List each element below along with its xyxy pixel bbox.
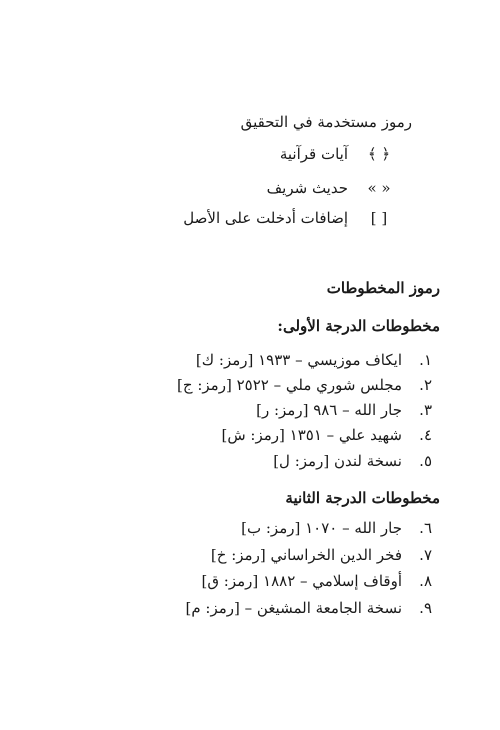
list-item-number: ٢.: [419, 376, 432, 394]
list-item: [177, 375, 432, 395]
list-item-text: شهيد علي – ١٣٥١ [رمز: ش]: [221, 426, 402, 444]
symbols-title: رموز مستخدمة في التحقيق: [240, 113, 412, 131]
list-item: [186, 598, 433, 618]
list-item-text: جار الله – ١٠٧٠ [رمز: ب]: [241, 519, 402, 537]
list-item-text: جار الله – ٩٨٦ [رمز: ر]: [256, 401, 402, 419]
list-item-number: ٣.: [419, 401, 432, 419]
list-item-text: مجلس شوري ملي – ٢٥٢٢ [رمز: ج]: [177, 376, 402, 394]
list-item: [211, 545, 432, 565]
list-item-text: نسخة لندن [رمز: ل]: [273, 452, 402, 470]
list-item: [241, 518, 432, 538]
list-item-number: ٥.: [419, 452, 432, 470]
list-item-text: نسخة الجامعة المشيغن – [رمز: م]: [185, 599, 402, 617]
first-degree-heading: مخطوطات الدرجة الأولى:: [277, 317, 440, 335]
list-item-number: ١.: [419, 351, 432, 369]
square-brackets-symbol: [ ]: [370, 209, 388, 227]
symbol-label-additions: إضافات أدخلت على الأصل: [183, 209, 348, 227]
quran-brackets-symbol: ﴿ ﴾: [367, 145, 391, 163]
list-item-number: ٦.: [419, 519, 432, 537]
list-item-number: ٨.: [419, 572, 432, 590]
symbol-row-hadith: [267, 178, 410, 198]
symbol-row-quran: [280, 144, 410, 164]
manuscripts-title: رموز المخطوطات: [326, 279, 440, 297]
hadith-quotes-symbol: « »: [367, 179, 391, 197]
list-item: [196, 350, 432, 370]
list-item-text: أوقاف إسلامي – ١٨٨٢ [رمز: ق]: [201, 572, 402, 590]
list-item: [221, 425, 432, 445]
list-item-number: ٧.: [419, 546, 432, 564]
list-item-text: فخر الدين الخراساني [رمز: خ]: [210, 546, 402, 564]
list-item: [202, 571, 432, 591]
list-item-number: ٤.: [419, 426, 432, 444]
symbol-label-quran: آيات قرآنية: [279, 145, 348, 163]
list-item-text: ايكاف موزيسي – ١٩٣٣ [رمز: ك]: [195, 351, 402, 369]
list-item: [256, 400, 432, 420]
list-item: [273, 451, 432, 471]
second-degree-heading: مخطوطات الدرجة الثانية: [285, 489, 440, 507]
symbol-label-hadith: حديث شريف: [266, 179, 348, 197]
list-item-number: ٩.: [419, 599, 432, 617]
symbol-row-additions: [183, 208, 410, 228]
